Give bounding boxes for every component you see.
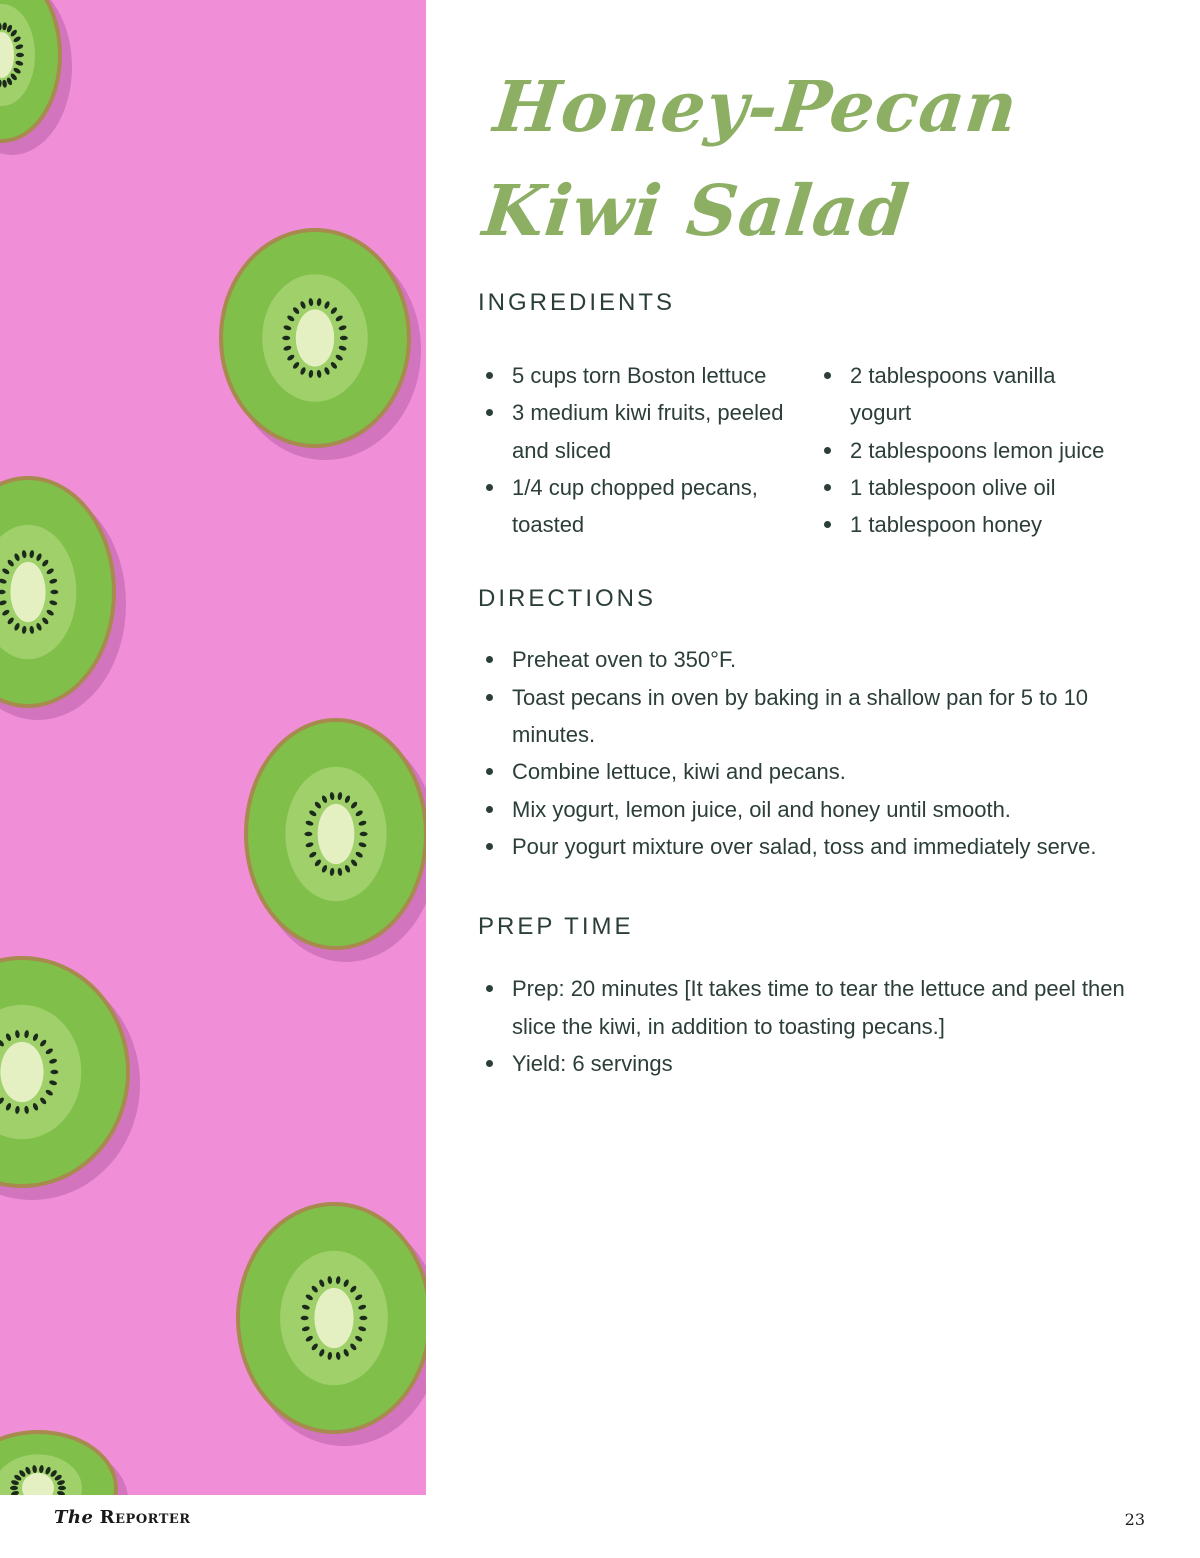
ingredient-item (816, 506, 1116, 543)
prep-time-item-text: Prep: 20 minutes [It takes time to tear the lettuce and peel then slice the kiwi, in addition to toasting pecans.] (512, 976, 1125, 1039)
ingredient-item-text: 1 tablespoon olive oil (850, 474, 1056, 500)
kiwi-seed (58, 1486, 66, 1490)
kiwi-seed (340, 336, 348, 340)
kiwi-slice (0, 1430, 128, 1495)
direction-step-text: Preheat oven to 350°F. (512, 647, 737, 673)
kiwi-seed (16, 53, 24, 57)
page-number: 23 (1124, 1510, 1145, 1529)
kiwi-slice (0, 476, 126, 720)
kiwi-slice (0, 956, 140, 1200)
kiwi-seed (304, 832, 312, 836)
kiwi-slice (236, 1202, 426, 1446)
prep-time-item-text: Yield: 6 servings (512, 1050, 673, 1076)
prep-time-item (478, 970, 1138, 1045)
kiwi-seed (359, 1316, 367, 1320)
kiwi-seed (10, 1486, 18, 1490)
bullet-icon (486, 694, 493, 701)
ingredient-item (816, 469, 1116, 506)
direction-step-text: Pour yogurt mixture over salad, toss and immediately serve. (512, 833, 1097, 859)
bullet-icon (824, 484, 831, 491)
bullet-icon (486, 1060, 493, 1067)
direction-step (478, 753, 1138, 790)
kiwi-slices-illustration (0, 0, 426, 1495)
bullet-icon (486, 656, 493, 663)
recipe-title: Honey-Pecan Kiwi Salad (479, 65, 1022, 252)
recipe-content (478, 55, 1138, 1082)
kiwi-slice (0, 0, 72, 155)
bullet-icon (486, 372, 493, 379)
kiwi-photo (0, 0, 426, 1495)
bullet-icon (824, 372, 831, 379)
bullet-icon (486, 409, 493, 416)
directions-heading: DIRECTIONS (478, 585, 657, 613)
bullet-icon (824, 521, 831, 528)
ingredients-heading: INGREDIENTS (478, 289, 676, 316)
bullet-icon (486, 768, 493, 775)
direction-step-text: Combine lettuce, kiwi and pecans. (512, 759, 846, 785)
direction-step (478, 679, 1138, 754)
directions-list (478, 641, 1138, 865)
kiwi-seed (301, 1316, 309, 1320)
prep-time-item (478, 1045, 1138, 1082)
prep-time-heading: PREP TIME (478, 913, 634, 941)
ingredient-item-text: 2 tablespoons lemon juice (850, 437, 1105, 463)
bullet-icon (486, 806, 493, 813)
ingredient-item-text: 3 medium kiwi fruits, peeled and sliced (512, 400, 784, 463)
direction-step (478, 641, 1138, 678)
direction-step-text: Toast pecans in oven by baking in a shallow pan for 5 to 10 minutes. (512, 684, 1089, 748)
prep-time-list (478, 970, 1138, 1082)
direction-step (478, 791, 1138, 828)
publication-logo-name: Reporter (99, 1507, 191, 1528)
ingredient-item (478, 394, 816, 469)
publication-logo-prefix: The (54, 1507, 94, 1528)
ingredient-item-text: 2 tablespoons vanilla yogurt (850, 363, 1056, 426)
kiwi-core (10, 562, 45, 622)
bullet-icon (824, 447, 831, 454)
kiwi-core (296, 309, 334, 366)
direction-step (478, 828, 1138, 865)
kiwi-seed (360, 832, 368, 836)
ingredients-left-column (478, 357, 816, 543)
kiwi-slice (244, 718, 426, 962)
kiwi-core (318, 804, 355, 864)
bullet-icon (486, 843, 493, 850)
ingredient-item (478, 469, 816, 544)
direction-step-text: Mix yogurt, lemon juice, oil and honey until smooth. (512, 796, 1011, 822)
kiwi-core (314, 1288, 353, 1348)
ingredients-list (478, 357, 1138, 543)
ingredients-right-column (816, 357, 1116, 543)
ingredient-item (478, 357, 816, 394)
kiwi-seed (50, 1070, 58, 1074)
publication-logo (54, 1507, 191, 1528)
bullet-icon (486, 484, 493, 491)
ingredient-item (816, 357, 1116, 432)
kiwi-core (0, 1042, 43, 1102)
ingredient-item (816, 432, 1116, 469)
bullet-icon (486, 985, 493, 992)
kiwi-seed (50, 590, 58, 594)
ingredient-item-text: 1 tablespoon honey (850, 512, 1043, 538)
ingredient-item-text: 1/4 cup chopped pecans, toasted (512, 474, 758, 538)
ingredient-item-text: 5 cups torn Boston lettuce (512, 363, 767, 388)
kiwi-seed (282, 336, 290, 340)
kiwi-slice (219, 228, 421, 460)
